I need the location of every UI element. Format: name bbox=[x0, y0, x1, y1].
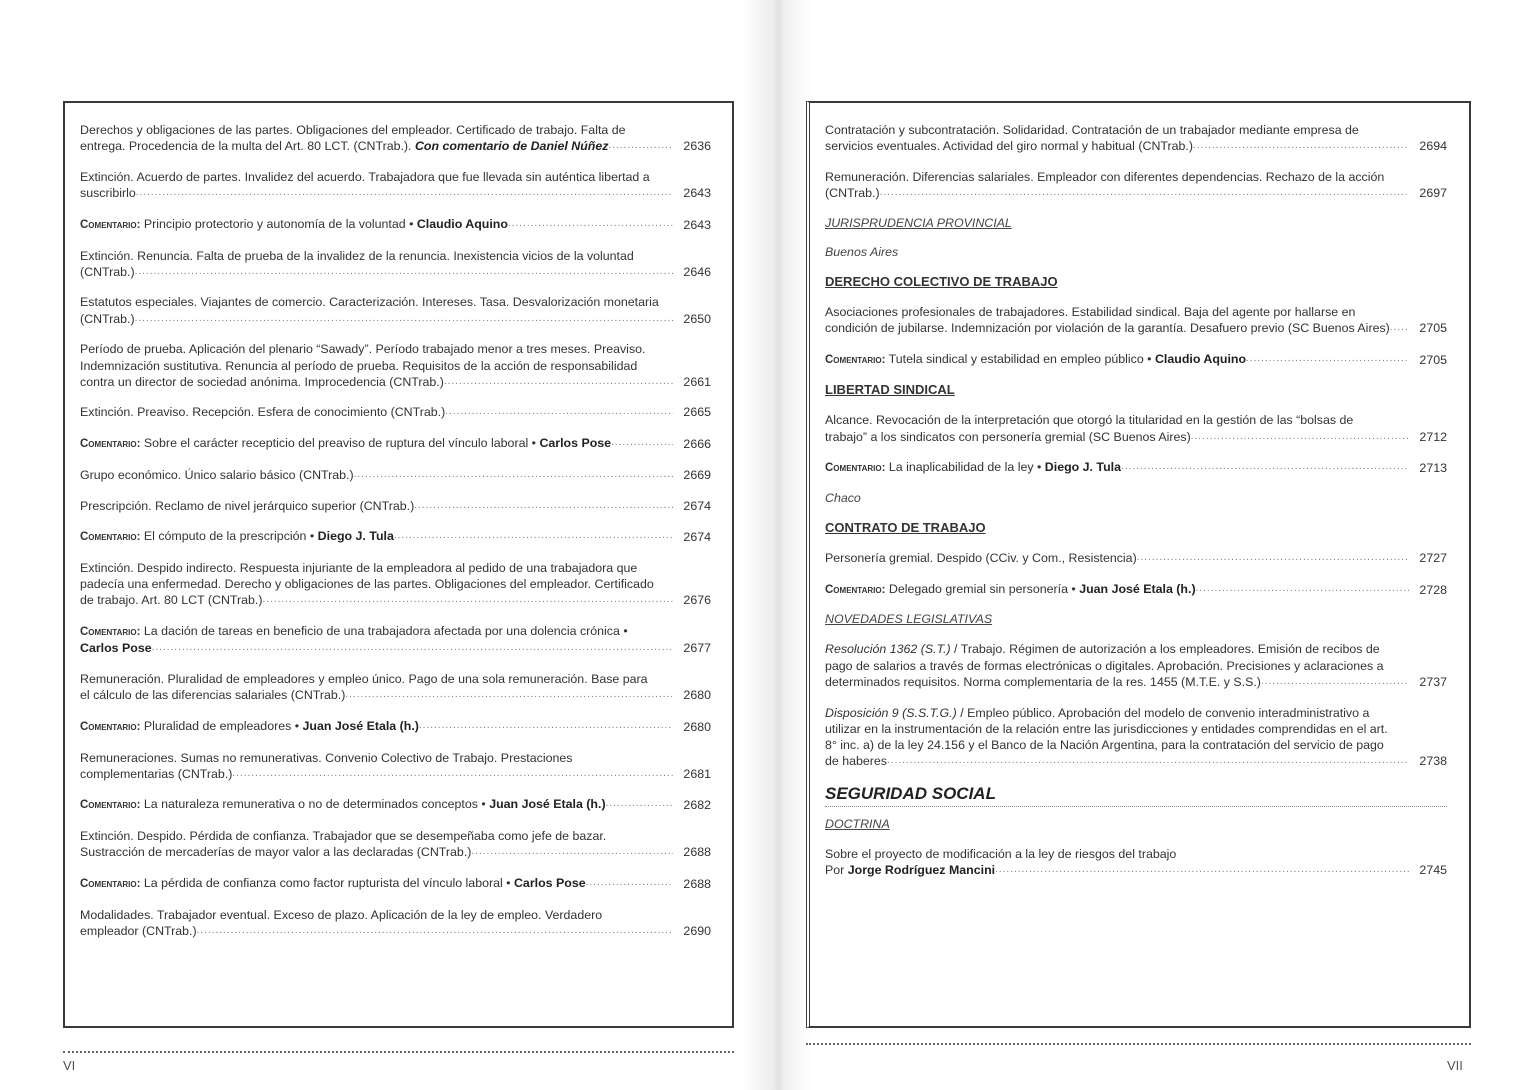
section-heading-contrato-trabajo: CONTRATO DE TRABAJO bbox=[825, 520, 986, 536]
entry-page-number: 2728 bbox=[1419, 582, 1447, 597]
entry-author: Juan José Etala (h.) bbox=[489, 797, 606, 812]
index-entry bbox=[80, 467, 711, 483]
index-entry bbox=[825, 122, 1447, 154]
entry-page-number: 2681 bbox=[683, 766, 711, 781]
section-heading-novedades: NOVEDADES LEGISLATIVAS bbox=[825, 612, 993, 627]
entry-body bbox=[825, 169, 1409, 201]
entry-text: El cómputo de la prescripción • bbox=[143, 529, 315, 544]
entry-page-number: 2712 bbox=[1419, 429, 1447, 444]
entry-body bbox=[80, 467, 673, 483]
entry-body bbox=[825, 641, 1409, 690]
entry-body bbox=[80, 560, 673, 609]
entry-body bbox=[80, 341, 673, 390]
entry-author: Juan José Etala (h.) bbox=[1079, 581, 1196, 596]
entry-text: Extinción. Acuerdo de partes. Invalidez del acuerdo. Trabajadora que fue llevada sin auténtica libertad a suscribirlo bbox=[80, 169, 650, 201]
entry-text: Tutela sindical y estabilidad en empleo público • bbox=[888, 351, 1152, 366]
index-entry bbox=[825, 705, 1447, 770]
entry-page-number: 2727 bbox=[1419, 551, 1447, 566]
entry-page-number: 2636 bbox=[683, 139, 711, 154]
entry-body bbox=[825, 412, 1409, 444]
entry-author: Juan José Etala (h.) bbox=[302, 718, 419, 733]
comment-label: Comentario: bbox=[825, 583, 886, 596]
entry-author: Carlos Pose bbox=[513, 876, 586, 891]
index-entry bbox=[80, 122, 711, 154]
entry-body bbox=[825, 550, 1409, 566]
index-entry bbox=[825, 412, 1447, 444]
entry-body bbox=[80, 671, 673, 703]
entry-page-number: 2650 bbox=[683, 311, 711, 326]
comment-label: Comentario: bbox=[80, 626, 141, 639]
entry-text: Remuneración. Diferencias salariales. Empleador con diferentes dependencias. Rechazo de la acción (CNTrab.) bbox=[825, 169, 1385, 201]
entry-text: Extinción. Renuncia. Falta de prueba de la invalidez de la renuncia. Inexistencia vicios de la voluntad (CNTrab.) bbox=[80, 248, 634, 279]
entry-text: Período de prueba. Aplicación del plenario “Sawady”. Período trabajado menor a tres meses. Preaviso. Indemnización sustitutiva. Renuncia al período de prueba. Requisitos de la acción de responsabilidad contra un director de sociedad anónima. Improcedencia (CNTrab.) bbox=[80, 342, 646, 389]
comment-entry bbox=[825, 459, 1447, 476]
entry-body bbox=[80, 750, 673, 782]
entry-text: Remuneración. Pluralidad de empleadores y empleo único. Pago de una sola remuneración. Base para el cálculo de las diferencias salariales (CNTrab.) bbox=[80, 671, 648, 703]
entry-norm: Disposición 9 (S.S.T.G.) bbox=[825, 705, 957, 720]
entry-body bbox=[80, 169, 673, 201]
index-entry bbox=[80, 828, 711, 860]
entry-text: La dación de tareas en beneficio de una trabajadora afectada por una dolencia crónica • bbox=[143, 624, 628, 639]
entry-author: Claudio Aquino bbox=[416, 216, 508, 231]
entry-page-number: 2694 bbox=[1419, 139, 1447, 154]
province-label: Buenos Aires bbox=[825, 244, 899, 259]
comment-label: Comentario: bbox=[80, 531, 141, 544]
entry-text: La naturaleza remunerativa o no de determinados conceptos • bbox=[143, 797, 486, 812]
entry-page-number: 2646 bbox=[683, 264, 711, 279]
entry-text: Delegado gremial sin personería • bbox=[888, 581, 1076, 596]
left-page bbox=[0, 0, 760, 1090]
index-entry bbox=[80, 560, 711, 609]
entry-body bbox=[80, 907, 673, 939]
index-entry bbox=[80, 341, 711, 390]
entry-norm: Resolución 1362 (S.T.) bbox=[825, 642, 951, 657]
entry-page-number: 2688 bbox=[683, 877, 711, 892]
entry-page-number: 2697 bbox=[1419, 186, 1447, 201]
entry-text: Grupo económico. Único salario básico (CNTrab.) bbox=[80, 467, 354, 482]
entry-text: La inaplicabilidad de la ley • bbox=[888, 460, 1042, 475]
comment-label: Comentario: bbox=[825, 462, 886, 475]
section-heading-jurisprudencia: JURISPRUDENCIA PROVINCIAL bbox=[825, 215, 1012, 230]
entry-text: Principio protectorio y autonomía de la voluntad • bbox=[143, 216, 414, 231]
footer-dotted-rule bbox=[63, 1051, 734, 1053]
index-entry bbox=[825, 304, 1447, 336]
entry-text: / Empleo público. Aprobación del modelo de convenio interadministrativo a utilizar en la instrumentación de la relación entre las jurisdicciones y entidades comprendidas en el art. 8° inc. a) de la ley 24.156 y el Banco de la Nación Argentina, para la contratación del servicio de pago de haberes bbox=[825, 705, 1388, 769]
index-entry bbox=[825, 550, 1447, 566]
entry-body bbox=[80, 528, 673, 545]
entry-body bbox=[825, 351, 1409, 368]
entry-commentary: Con comentario de Daniel Núñez bbox=[414, 139, 609, 154]
entry-page-number: 2682 bbox=[683, 798, 711, 813]
comment-label: Comentario: bbox=[80, 438, 141, 451]
entry-text: Extinción. Despido indirecto. Respuesta injuriante de la empleadora al pedido de una trabajadora que padecía una enfermedad. Derecho y obligaciones de las partes. Obligaciones del empleador. Certificado de trabajo. Art. 80 LCT (CNTrab.) bbox=[80, 560, 654, 608]
comment-entry bbox=[80, 718, 711, 735]
index-entry bbox=[80, 750, 711, 782]
entry-text: Sobre el proyecto de modificación a la ley de riesgos del trabajo bbox=[825, 846, 1177, 861]
entry-text: Por bbox=[825, 863, 845, 878]
comment-entry bbox=[80, 528, 711, 545]
entry-body bbox=[80, 294, 673, 326]
entry-body bbox=[825, 581, 1409, 598]
entry-author: Carlos Pose bbox=[539, 436, 612, 451]
entry-text: Pluralidad de empleadores • bbox=[143, 718, 300, 733]
right-index-frame bbox=[806, 101, 1471, 1028]
entry-body bbox=[80, 435, 673, 452]
index-entry bbox=[825, 641, 1447, 690]
index-entry bbox=[80, 498, 711, 514]
entry-author: Diego J. Tula bbox=[1044, 460, 1121, 475]
entry-page-number: 2688 bbox=[683, 845, 711, 860]
entry-page-number: 2666 bbox=[683, 437, 711, 452]
index-entry bbox=[80, 248, 711, 280]
entry-text: Contratación y subcontratación. Solidaridad. Contratación de un trabajador mediante empresa de servicios eventuales. Actividad del giro normal y habitual (CNTrab.) bbox=[825, 123, 1359, 154]
entry-body bbox=[825, 304, 1409, 336]
entry-text: / Trabajo. Régimen de autorización a los empleadores. Emisión de recibos de pago de salarios a través de formas electrónicas o digitales. Aprobación. Precisiones y aclaraciones a determinados requisitos. Norma complementaria de la res. 1455 (M.T.E. y S.S.) bbox=[825, 642, 1384, 689]
entry-page-number: 2745 bbox=[1419, 863, 1447, 878]
section-heading-libertad-sindical: LIBERTAD SINDICAL bbox=[825, 382, 955, 398]
entry-page-number: 2669 bbox=[683, 467, 711, 482]
entry-body bbox=[80, 122, 673, 154]
entry-author: Carlos Pose bbox=[80, 641, 152, 656]
index-entry bbox=[825, 846, 1447, 878]
entry-page-number: 2643 bbox=[683, 217, 711, 232]
entry-text: La pérdida de confianza como factor rupturista del vínculo laboral • bbox=[143, 876, 511, 891]
comment-label: Comentario: bbox=[80, 799, 141, 812]
comment-entry bbox=[80, 796, 711, 813]
entry-text: Extinción. Despido. Pérdida de confianza. Trabajador que se desempeñaba como jefe de bazar. Sustracción de mercaderías de mayor valor a las declaradas (CNTrab.) bbox=[80, 829, 607, 860]
section-heading-derecho-colectivo: DERECHO COLECTIVO DE TRABAJO bbox=[825, 273, 1058, 289]
entry-text: Derechos y obligaciones de las partes. Obligaciones del empleador. Certificado de trabajo. Falta de entrega. Procedencia de la multa del Art. 80 LCT. (CNTrab.). bbox=[80, 123, 626, 154]
entry-page-number: 2705 bbox=[1419, 321, 1447, 336]
entry-page-number: 2680 bbox=[683, 719, 711, 734]
index-entry bbox=[825, 169, 1447, 201]
entry-text: Modalidades. Trabajador eventual. Exceso de plazo. Aplicación de la ley de empleo. Verdadero empleador (CNTrab.) bbox=[80, 907, 603, 938]
index-entry bbox=[80, 907, 711, 939]
section-heading-seguridad-social: SEGURIDAD SOCIAL bbox=[825, 784, 1447, 807]
entry-text: Prescripción. Reclamo de nivel jerárquico superior (CNTrab.) bbox=[80, 498, 415, 513]
left-index-frame bbox=[63, 101, 734, 1028]
entry-text: Estatutos especiales. Viajantes de comercio. Caracterización. Intereses. Tasa. Desvalorización monetaria (CNTrab.) bbox=[80, 295, 659, 326]
entry-author: Claudio Aquino bbox=[1154, 351, 1247, 366]
entry-page-number: 2674 bbox=[683, 498, 711, 513]
comment-entry bbox=[825, 581, 1447, 598]
comment-label: Comentario: bbox=[825, 353, 886, 366]
comment-label: Comentario: bbox=[80, 720, 141, 733]
entry-text: Sobre el carácter recepticio del preaviso de ruptura del vínculo laboral • bbox=[143, 436, 536, 451]
index-entry bbox=[80, 404, 711, 420]
section-heading-doctrina: DOCTRINA bbox=[825, 816, 890, 831]
entry-text: Extinción. Preaviso. Recepción. Esfera de conocimiento (CNTrab.) bbox=[80, 405, 446, 420]
page-number: VII bbox=[1447, 1058, 1463, 1073]
page-number: VI bbox=[63, 1058, 76, 1073]
comment-entry bbox=[80, 435, 711, 452]
comment-entry bbox=[825, 351, 1447, 368]
comment-entry bbox=[80, 623, 711, 656]
entry-body bbox=[825, 122, 1409, 154]
entry-author: Diego J. Tula bbox=[317, 529, 394, 544]
entry-page-number: 2737 bbox=[1419, 674, 1447, 689]
entry-text: Remuneraciones. Sumas no remunerativas. Convenio Colectivo de Trabajo. Prestaciones complementarias (CNTrab.) bbox=[80, 750, 573, 781]
entry-page-number: 2665 bbox=[683, 405, 711, 420]
entry-body bbox=[80, 404, 673, 420]
index-entry bbox=[80, 169, 711, 201]
index-entry bbox=[80, 294, 711, 326]
entry-text: Personería gremial. Despido (CCiv. y Com., Resistencia) bbox=[825, 551, 1137, 566]
entry-page-number: 2643 bbox=[683, 186, 711, 201]
entry-page-number: 2738 bbox=[1419, 754, 1447, 769]
right-page bbox=[776, 0, 1536, 1090]
entry-text: Asociaciones profesionales de trabajadores. Estabilidad sindical. Baja del agente por hallarse en condición de jubilarse. Indemnización por violación de la garantía. Desafuero previo (SC Buenos Aires) bbox=[825, 304, 1390, 336]
entry-body bbox=[80, 718, 673, 735]
entry-author: Jorge Rodríguez Mancini bbox=[847, 863, 996, 878]
entry-page-number: 2705 bbox=[1419, 352, 1447, 367]
province-label: Chaco bbox=[825, 491, 861, 506]
entry-body bbox=[825, 705, 1409, 770]
entry-page-number: 2680 bbox=[683, 688, 711, 703]
entry-body bbox=[80, 875, 673, 892]
comment-label: Comentario: bbox=[80, 218, 141, 231]
entry-page-number: 2677 bbox=[683, 641, 711, 656]
entry-text: Alcance. Revocación de la interpretación que otorgó la titularidad en la gestión de las “bolsas de trabajo” a los sindicatos con personería gremial (SC Buenos Aires) bbox=[825, 413, 1354, 444]
entry-page-number: 2713 bbox=[1419, 461, 1447, 476]
comment-label: Comentario: bbox=[80, 878, 141, 891]
entry-body bbox=[80, 796, 673, 813]
comment-entry bbox=[80, 875, 711, 892]
entry-body bbox=[80, 828, 673, 860]
entry-page-number: 2661 bbox=[683, 374, 711, 389]
entry-body bbox=[80, 216, 673, 233]
entry-body bbox=[80, 498, 673, 514]
entry-page-number: 2676 bbox=[683, 593, 711, 608]
footer-dotted-rule bbox=[806, 1043, 1471, 1045]
entry-page-number: 2690 bbox=[683, 924, 711, 938]
entry-body bbox=[80, 623, 673, 656]
entry-body bbox=[80, 248, 673, 280]
index-entry bbox=[80, 671, 711, 703]
entry-body bbox=[825, 459, 1409, 476]
entry-page-number: 2674 bbox=[683, 530, 711, 545]
comment-entry bbox=[80, 216, 711, 233]
